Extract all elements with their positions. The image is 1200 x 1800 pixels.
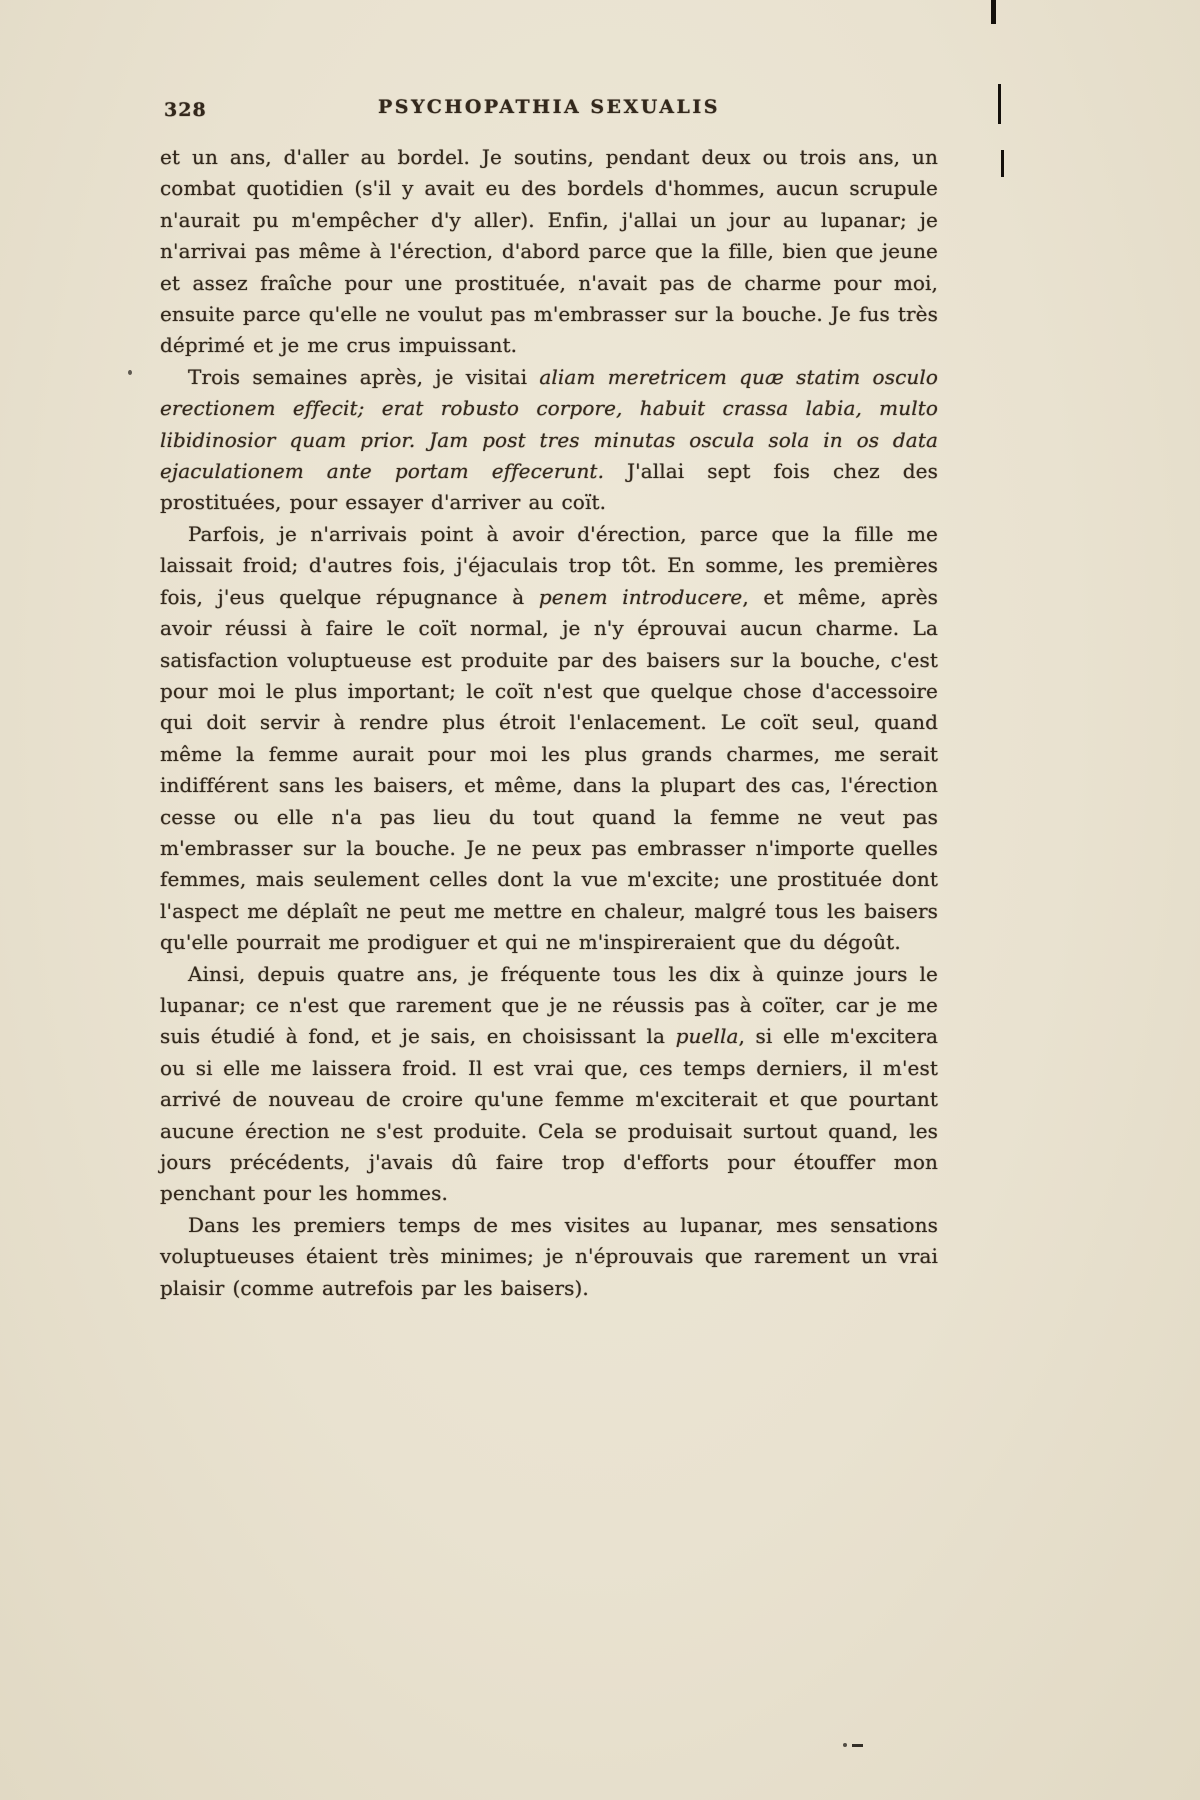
paragraph	[160, 1210, 938, 1304]
scan-artifact-dot	[843, 1743, 847, 1747]
body-text: Dans les premiers temps de mes visites au lupanar, mes sensations voluptueuses étaient très minimes; je n'éprouvais que rarement un vrai plaisir (comme autrefois par les baisers).	[160, 1212, 938, 1300]
body-text: Parfois, je n'arrivais point à avoir d'érection, parce que la fille me laissait froid; d'autres fois, j'éjaculais trop tôt. En somme, les premières fois, j'eus quelque répugnance à	[160, 521, 938, 609]
text-block	[160, 142, 938, 1304]
paragraph	[160, 959, 938, 1210]
paragraph	[160, 519, 938, 959]
body-text: Trois semaines après, je visitai	[188, 364, 540, 389]
scan-artifact-speck	[128, 370, 132, 375]
latin-italic-text: aliam meretricem quæ statim osculo erectionem effecit; erat robusto corpore, habuit crassa labia, multo libidinosior quam prior. Jam post tres minutas oscula sola in os data ejaculationem ante portam effecerunt.	[160, 364, 938, 484]
scan-artifact-bar	[1001, 150, 1004, 177]
latin-italic-text: puella	[675, 1024, 739, 1049]
body-text: et un ans, d'aller au bordel. Je soutins, pendant deux ou trois ans, un combat quotidien (s'il y avait eu des bordels d'hommes, aucun scrupule n'aurait pu m'empêcher d'y aller). Enfin, j'allai un jour au lupanar; je n'arrivai pas même à l'érection, d'abord parce que la fille, bien que jeune et assez fraîche pour une prostituée, n'avait pas de charme pour moi, ensuite parce qu'elle ne voulut pas m'embrasser sur la bouche. Je fus très déprimé et je me crus impuissant.	[160, 145, 938, 358]
scan-artifact-bar	[998, 84, 1001, 124]
body-text: , et même, après avoir réussi à faire le coït normal, je n'y éprouvai aucun charme. La satisfaction voluptueuse est produite par des baisers sur la bouche, c'est pour moi le plus important; le coït n'est que quelque chose d'accessoire qui doit servir à rendre plus étroit l'enlacement. Le coït seul, quand même la femme aurait pour moi les plus grands charmes, me serait indifférent sans les baisers, et même, dans la plupart des cas, l'érection cesse ou elle n'a pas lieu du tout quand la femme ne veut pas m'embrasser sur la bouche. Je ne peux pas embrasser n'importe quelles femmes, mais seulement celles dont la vue m'excite; une prostituée dont l'aspect me déplaît ne peut me mettre en chaleur, malgré tous les baisers qu'elle pourrait me prodiguer et qui ne m'inspireraient que du dégoût.	[160, 584, 938, 955]
paragraph	[160, 362, 938, 519]
body-text: J'allai sept fois chez des prostituées, pour essayer d'arriver au coït.	[160, 459, 938, 515]
body-text: , si elle m'excitera ou si elle me laissera froid. Il est vrai que, ces temps derniers, il m'est arrivé de nouveau de croire qu'une femme m'exciterait et que pourtant aucune érection ne s'est produite. Cela se produisait surtout quand, les jours précédents, j'avais dû faire trop d'efforts pour étouffer mon penchant pour les hommes.	[160, 1024, 938, 1206]
scan-artifact-dash	[852, 1744, 863, 1747]
running-title: PSYCHOPATHIA SEXUALIS	[378, 96, 720, 118]
body-text: Ainsi, depuis quatre ans, je fréquente tous les dix à quinze jours le lupanar; ce n'est que rarement que je ne réussis pas à coïter, car je me suis étudié à fond, et je sais, en choisissant la	[160, 961, 938, 1049]
page-number: 328	[164, 99, 207, 121]
scan-artifact-bar	[991, 0, 996, 24]
page-header	[160, 96, 938, 128]
latin-italic-text: penem introducere	[538, 584, 743, 609]
paragraph	[160, 142, 938, 362]
